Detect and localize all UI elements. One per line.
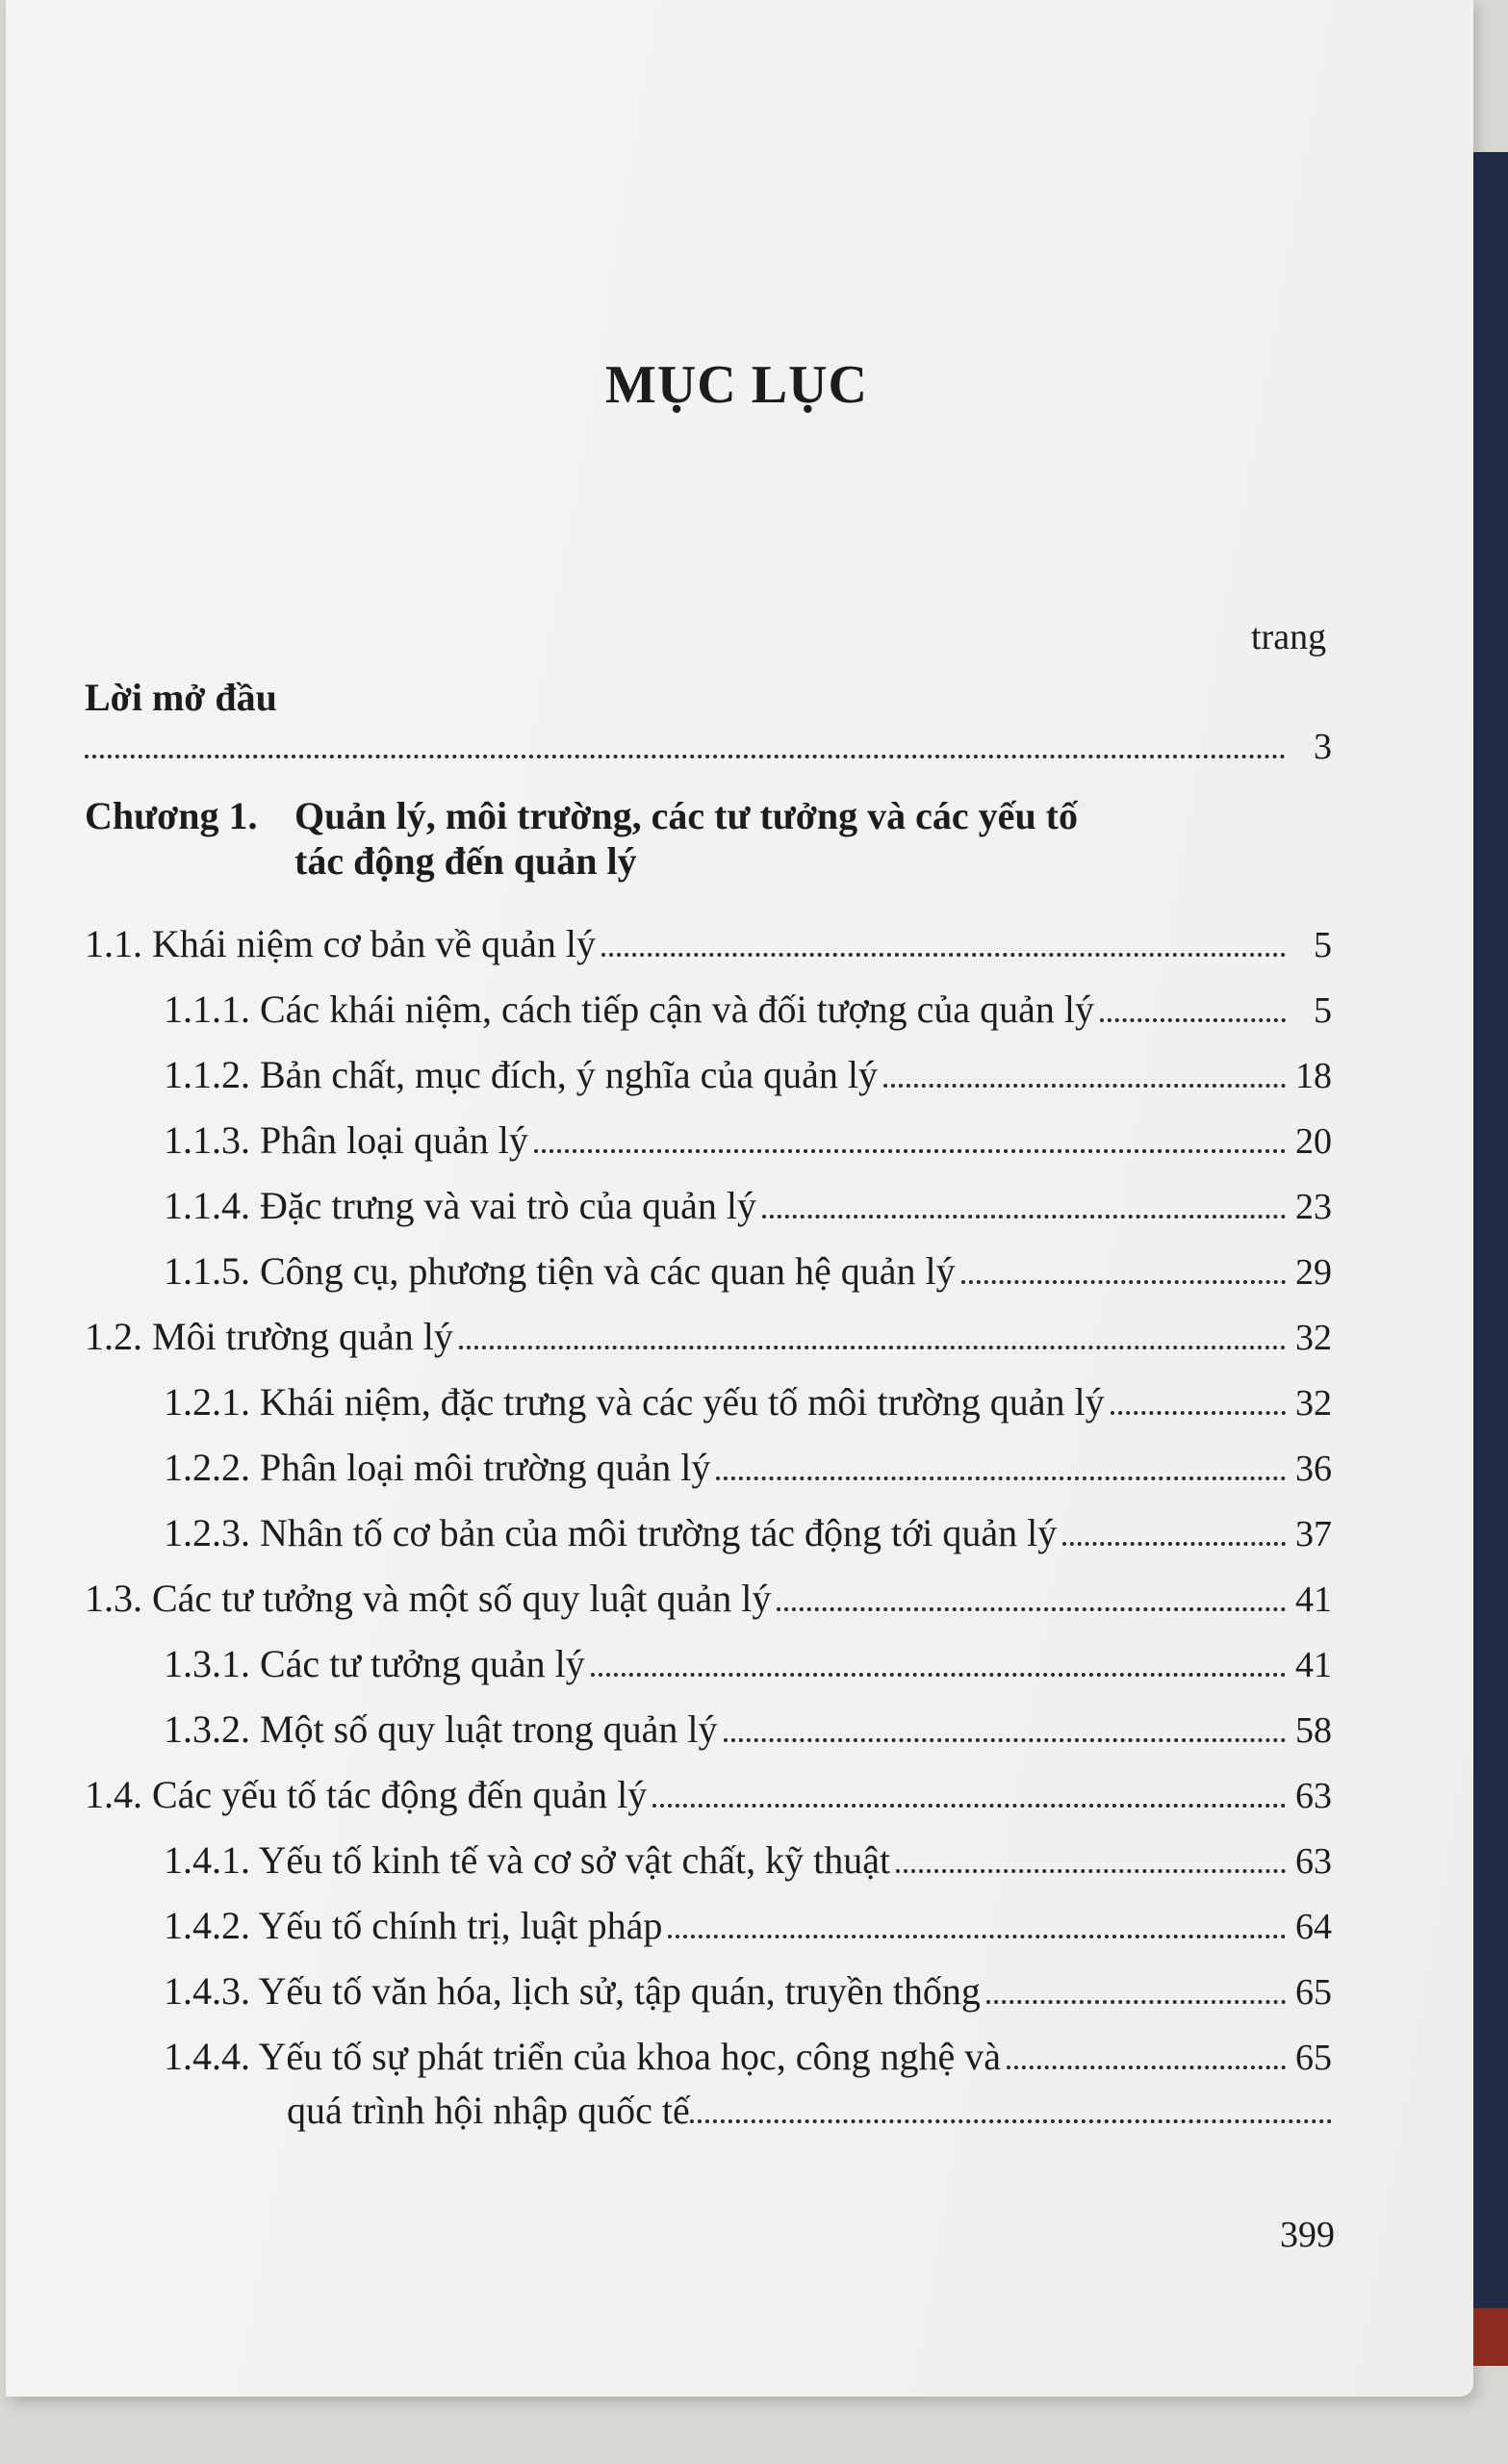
toc-entry-continuation-label: quá trình hội nhập quốc tế	[287, 2089, 690, 2132]
toc-entry[interactable]	[85, 1752, 1332, 1817]
toc-entry-page: 41	[1295, 1579, 1332, 1620]
dot-leader	[724, 1738, 1286, 1742]
toc-entry-label: 1.1.2. Bản chất, mục đích, ý nghĩa của quản lý	[164, 1053, 879, 1096]
dot-leader	[690, 2119, 1332, 2123]
toc-entry-label: 1.2.1. Khái niệm, đặc trưng và các yếu tố môi trường quản lý	[164, 1380, 1105, 1424]
toc-entry[interactable]	[85, 2014, 1332, 2079]
dot-leader	[591, 1673, 1286, 1677]
toc-entry-label: 1.4.3. Yếu tố văn hóa, lịch sử, tập quán, truyền thống	[164, 1969, 981, 2013]
toc-entry-page: 5	[1314, 925, 1332, 965]
dot-leader	[1111, 1411, 1286, 1415]
toc-entry[interactable]	[85, 1424, 1332, 1490]
toc-intro-label: Lời mở đầu	[85, 676, 277, 719]
toc-entry-page: 23	[1295, 1187, 1332, 1227]
toc-entry-continuation	[85, 2079, 1332, 2133]
dot-leader	[1100, 1018, 1286, 1022]
page-column-header: trang	[1251, 617, 1327, 657]
dot-leader	[777, 1607, 1286, 1611]
toc-entry[interactable]	[85, 901, 1332, 966]
toc-entry[interactable]	[85, 1228, 1332, 1294]
table-of-contents	[85, 664, 1332, 2133]
page-number: 399	[1280, 2215, 1335, 2255]
dot-leader	[961, 1280, 1286, 1284]
page-title: MỤC LỤC	[605, 355, 868, 415]
toc-entry-label: 1.4.1. Yếu tố kinh tế và cơ sở vật chất, kỹ thuật	[164, 1838, 891, 1882]
toc-entry-label: 1.1.5. Công cụ, phương tiện và các quan hệ quản lý	[164, 1249, 956, 1293]
toc-entry[interactable]	[85, 1621, 1332, 1686]
toc-entry-page: 29	[1295, 1252, 1332, 1293]
dot-leader	[716, 1476, 1286, 1480]
toc-entry[interactable]	[85, 1294, 1332, 1359]
book-cover-edge	[1473, 152, 1508, 2308]
chapter-title-line2: tác động đến quản lý	[294, 839, 637, 883]
dot-leader	[1062, 1542, 1286, 1546]
toc-entry-page: 32	[1295, 1383, 1332, 1424]
dot-leader	[1007, 2066, 1286, 2069]
toc-entry[interactable]	[85, 1555, 1332, 1621]
dot-leader	[883, 1084, 1286, 1088]
toc-entry-label: 1.1.3. Phân loại quản lý	[164, 1118, 528, 1162]
toc-entry-page: 65	[1295, 2038, 1332, 2078]
toc-entry[interactable]	[85, 1032, 1332, 1097]
toc-entry-label: 1.4. Các yếu tố tác động đến quản lý	[85, 1773, 648, 1816]
toc-entry-page: 20	[1295, 1121, 1332, 1162]
toc-entry-page: 65	[1295, 1972, 1332, 2013]
toc-entry-page: 37	[1295, 1514, 1332, 1554]
toc-entry-label: 1.3. Các tư tưởng và một số quy luật quản lý	[85, 1577, 772, 1620]
dot-leader	[85, 755, 1286, 758]
dot-leader	[986, 2000, 1286, 2004]
toc-entry-page: 18	[1295, 1056, 1332, 1096]
chapter-number: Chương 1.	[85, 794, 258, 837]
toc-entry-page: 64	[1295, 1907, 1332, 1947]
toc-entry-page: 41	[1295, 1645, 1332, 1685]
toc-entry[interactable]	[85, 966, 1332, 1032]
toc-entry[interactable]	[85, 1817, 1332, 1883]
toc-entry-label: 1.3.2. Một số quy luật trong quản lý	[164, 1707, 718, 1751]
toc-entry-label: 1.4.4. Yếu tố sự phát triển của khoa học, công nghệ và	[164, 2035, 1001, 2078]
toc-intro-page: 3	[1314, 727, 1332, 767]
toc-entry-label: 1.2. Môi trường quản lý	[85, 1315, 453, 1358]
toc-entry[interactable]	[85, 1490, 1332, 1555]
toc-entry-label: 1.2.3. Nhân tố cơ bản của môi trường tác động tới quản lý	[164, 1511, 1058, 1554]
toc-entry-label: 1.2.2. Phân loại môi trường quản lý	[164, 1446, 711, 1489]
dot-leader	[896, 1869, 1286, 1873]
dot-leader	[652, 1804, 1286, 1808]
toc-intro-leader	[85, 720, 1332, 768]
dot-leader	[601, 953, 1286, 957]
toc-entry-page: 58	[1295, 1710, 1332, 1751]
toc-entry-label: 1.3.1. Các tư tưởng quản lý	[164, 1642, 585, 1685]
toc-entry-page: 63	[1295, 1776, 1332, 1816]
toc-entry-page: 63	[1295, 1841, 1332, 1882]
toc-intro[interactable]	[85, 664, 1332, 720]
toc-entry-label: 1.1.4. Đặc trưng và vai trò của quản lý	[164, 1184, 756, 1227]
toc-entry-label: 1.4.2. Yếu tố chính trị, luật pháp	[164, 1904, 663, 1947]
toc-entry[interactable]	[85, 1686, 1332, 1752]
toc-entry-label: 1.1.1. Các khái niệm, cách tiếp cận và đối tượng của quản lý	[164, 988, 1094, 1031]
toc-entry[interactable]	[85, 1097, 1332, 1163]
book-cover-edge-accent	[1473, 2308, 1508, 2366]
toc-entry[interactable]	[85, 1163, 1332, 1228]
dot-leader	[459, 1346, 1286, 1349]
toc-entry-label: 1.1. Khái niệm cơ bản về quản lý	[85, 922, 597, 965]
toc-entry[interactable]	[85, 1359, 1332, 1424]
chapter-title-line1: Quản lý, môi trường, các tư tưởng và các yếu tố	[294, 794, 1079, 837]
dot-leader	[534, 1149, 1286, 1153]
toc-entry[interactable]	[85, 1948, 1332, 2014]
toc-entry-page: 5	[1314, 990, 1332, 1031]
dot-leader	[762, 1215, 1286, 1219]
toc-entry[interactable]	[85, 1883, 1332, 1948]
chapter-heading[interactable]	[85, 793, 1332, 884]
toc-entry-page: 32	[1295, 1318, 1332, 1358]
toc-entry-page: 36	[1295, 1449, 1332, 1489]
dot-leader	[668, 1935, 1286, 1938]
